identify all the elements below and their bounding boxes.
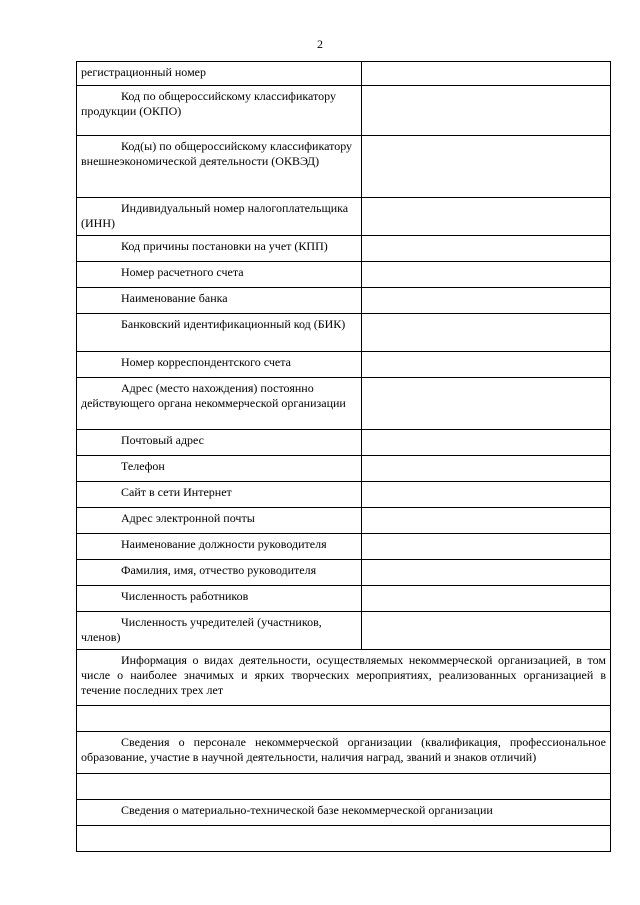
form-row-label-text: Код по общероссийскому классификатору продукции (ОКПО) [81,89,336,118]
section-answer-row [77,826,611,852]
form-row [77,612,611,650]
form-row-label-text: Адрес электронной почты [121,511,255,525]
form-row-value-field[interactable] [362,262,611,288]
form-row-value-field[interactable] [362,534,611,560]
page-number: 2 [317,37,323,51]
section-answer-row [77,774,611,800]
form-row-label-text: Фамилия, имя, отчество руководителя [121,563,317,577]
section-heading-text: Информация о видах деятельности, осуществляемых некоммерческой организацией, в том числе о наиболее значимых и ярких творческих мероприятиях, реализованных организацией в течение последних трех лет [81,653,606,697]
form-row-label-text: регистрационный номер [81,65,206,79]
form-row [77,314,611,352]
form-row-value-field[interactable] [362,456,611,482]
section-heading [77,800,611,826]
section-answer-row [77,706,611,732]
form-row-label-text: Наименование должности руководителя [121,537,327,551]
form-row-value-field[interactable] [362,314,611,352]
form-row-label-text: Код(ы) по общероссийскому классификатору внешнеэкономической деятельности (ОКВЭД) [81,139,353,168]
form-row-value-field[interactable] [362,352,611,378]
form-row-value-field[interactable] [362,430,611,456]
organization-info-table [76,61,611,852]
form-row-label [77,136,362,198]
form-row-value-field[interactable] [362,612,611,650]
form-row [77,62,611,86]
form-row [77,136,611,198]
form-row-value-field[interactable] [362,378,611,430]
form-row-value-field[interactable] [362,586,611,612]
form-row [77,534,611,560]
form-row [77,198,611,236]
form-row-label [77,456,362,482]
form-row [77,456,611,482]
form-row [77,378,611,430]
form-row-label [77,198,362,236]
form-row [77,236,611,262]
form-row-label-text: Номер корреспондентского счета [121,355,291,369]
form-row-label [77,288,362,314]
form-row-label-text: Банковский идентификационный код (БИК) [121,317,346,331]
form-row-value-field[interactable] [362,288,611,314]
section-heading-row [77,650,611,706]
section-heading-row [77,800,611,826]
section-answer-field[interactable] [77,774,611,800]
form-row-label [77,378,362,430]
section-heading-text: Сведения о персонале некоммерческой организации (квалификация, профессиональное образование, участие в научной деятельности, наличия наград, званий и знаков отличий) [81,735,606,764]
form-row [77,86,611,136]
form-row-label [77,62,362,86]
form-row-label-text: Наименование банка [121,291,228,305]
section-answer-field[interactable] [77,826,611,852]
form-row-value-field[interactable] [362,62,611,86]
form-row-label [77,236,362,262]
form-row-label-text: Код причины постановки на учет (КПП) [121,239,328,253]
form-row-label [77,482,362,508]
form-row-label-text: Почтовый адрес [121,433,205,447]
form-row-value-field[interactable] [362,136,611,198]
form-row-label [77,586,362,612]
form-row-value-field[interactable] [362,86,611,136]
section-heading-row [77,732,611,774]
form-row-label-text: Сайт в сети Интернет [121,485,232,499]
form-row-value-field[interactable] [362,482,611,508]
section-answer-field[interactable] [77,706,611,732]
form-row [77,262,611,288]
form-row-value-field[interactable] [362,560,611,586]
section-heading-text: Сведения о материально-технической базе некоммерческой организации [121,803,493,817]
form-row-label [77,612,362,650]
form-row-label [77,430,362,456]
form-row-label-text: Численность учредителей (участников, членов) [81,615,322,644]
form-row [77,482,611,508]
form-row-label [77,534,362,560]
form-row [77,430,611,456]
form-row [77,352,611,378]
form-row-value-field[interactable] [362,236,611,262]
form-row-label [77,86,362,136]
form-row [77,586,611,612]
form-row-label-text: Адрес (место нахождения) постоянно действующего органа некоммерческой организации [81,381,346,410]
section-heading [77,732,611,774]
form-row-label [77,314,362,352]
form-row-label-text: Численность работников [121,589,249,603]
form-row-label [77,560,362,586]
form-row-value-field[interactable] [362,508,611,534]
section-heading [77,650,611,706]
form-row-label-text: Номер расчетного счета [121,265,244,279]
form-row-label [77,508,362,534]
form-row-label-text: Телефон [121,459,165,473]
form-row-label-text: Индивидуальный номер налогоплательщика (ИНН) [81,201,349,230]
form-row-label [77,262,362,288]
form-row [77,508,611,534]
form-row-value-field[interactable] [362,198,611,236]
form-row [77,560,611,586]
form-row [77,288,611,314]
form-row-label [77,352,362,378]
